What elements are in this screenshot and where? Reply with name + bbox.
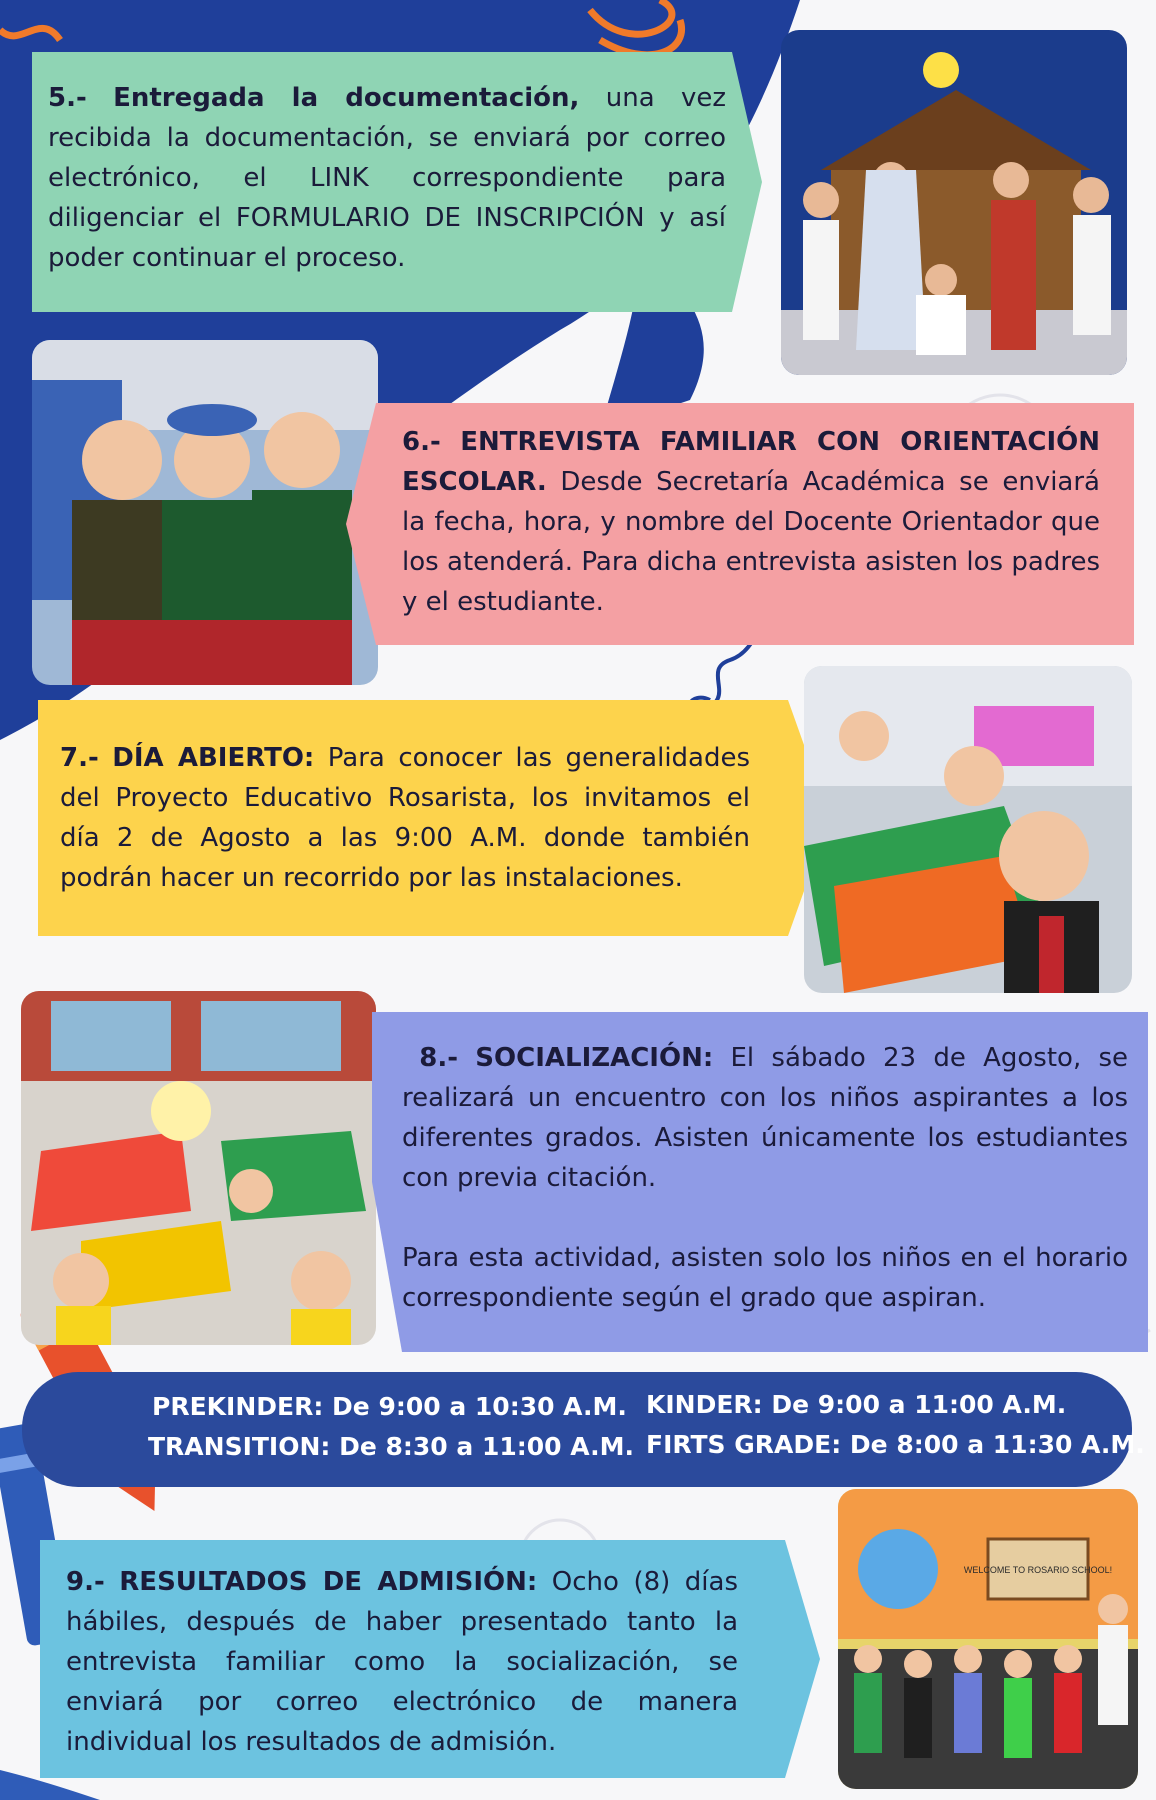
students-uniform-photo [32,340,378,685]
step-8-heading: SOCIALIZACIÓN: [475,1043,714,1073]
step-5-number: 5.- [48,83,87,113]
schedule-transition: TRANSITION: De 8:30 a 11:00 A.M. [148,1432,634,1461]
step-9-number: 9.- [66,1567,105,1597]
step-7-text [60,738,750,898]
step-6-heading: ENTREVISTA FAMILIAR CON ORIENTACIÓN ESCOLAR. [402,427,1100,497]
step-5-body: una vez recibida la documentación, se enviará por correo electrónico, el LINK correspondiente para diligenciar el FORMULARIO DE INSCRIPCIÓN y así poder continuar el proceso. [48,83,726,273]
step-6-body: Desde Secretaría Académica se enviará la fecha, hora, y nombre del Docente Orientador que los atenderá. Para dicha entrevista asisten los padres y el estudiante. [402,467,1100,617]
step-6-number: 6.- [402,427,441,457]
step-8-body-2: Para esta actividad, asisten solo los niños en el horario correspondiente según el grado que aspiran. [402,1243,1128,1313]
classroom-activity-photo [21,991,376,1345]
step-5-text [48,78,726,278]
schedule-banner [22,1372,1145,1487]
step-7-heading: DÍA ABIERTO: [112,743,315,773]
welcome-sign-text: WELCOME TO ROSARIO SCHOOL! [963,1565,1113,1575]
step-9-heading: RESULTADOS DE ADMISIÓN: [119,1567,538,1597]
schedule-first-grade: FIRTS GRADE: De 8:00 a 11:30 A.M. [646,1430,1145,1459]
step-9-body: Ocho (8) días hábiles, después de haber presentado tanto la entrevista familiar como la socialización, se enviará por correo electrónico de manera individual los resultados de admisión. [66,1567,738,1757]
step-6-text [402,422,1100,622]
step-7-body: Para conocer las generalidades del Proyecto Educativo Rosarista, los invitamos el día 2 de Agosto a las 9:00 A.M. donde también podrán hacer un recorrido por las instalaciones. [60,743,751,893]
step-8-body-1: El sábado 23 de Agosto, se realizará un encuentro con los niños aspirantes a los diferentes grados. Asisten únicamente los estudiantes con previa citación. [402,1043,1129,1193]
step-9-text [66,1562,738,1762]
step-7-number: 7.- [60,743,99,773]
schedule-prekinder: PREKINDER: De 9:00 a 10:30 A.M. [152,1392,627,1421]
step-5-heading: Entregada la documentación, [113,83,580,113]
nativity-play-photo [781,30,1127,375]
schedule-kinder: KINDER: De 9:00 a 11:00 A.M. [646,1390,1067,1419]
step-8-text [402,1038,1128,1318]
step-8-number: 8.- [419,1043,459,1073]
halloween-group-photo [838,1489,1138,1789]
classroom-girls-photo [804,666,1132,993]
